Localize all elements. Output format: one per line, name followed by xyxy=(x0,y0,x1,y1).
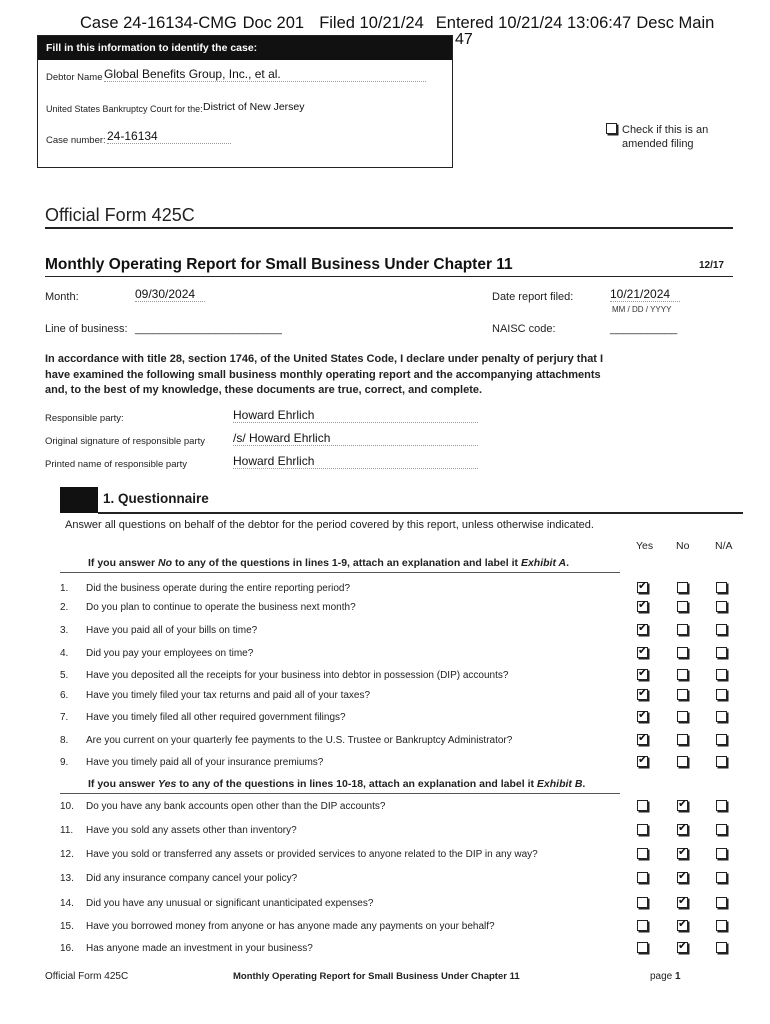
question-text: Do you plan to continue to operate the business next month? xyxy=(86,602,356,613)
checkbox-yes-q7[interactable] xyxy=(637,711,648,722)
subheader-b-em: Yes xyxy=(158,778,177,790)
question-text: Did you have any unusual or significant unanticipated expenses? xyxy=(86,898,374,909)
question-text: Did you pay your employees on time? xyxy=(86,648,254,659)
question-text: Did the business operate during the entire reporting period? xyxy=(86,583,351,594)
printed-name-label: Printed name of responsible party xyxy=(45,459,188,470)
checkbox-yes-q16[interactable] xyxy=(637,942,648,953)
checkbox-na-q7[interactable] xyxy=(716,711,727,722)
subheader-a-exhibit: Exhibit A xyxy=(520,557,567,569)
question-number: 16. xyxy=(60,943,74,954)
line-of-business-value: ________________________ xyxy=(135,323,282,335)
subheader-a-pre: If you answer xyxy=(88,557,159,569)
question-number: 10. xyxy=(60,801,74,812)
question-number: 12. xyxy=(60,849,74,860)
subheader-b-exhibit: Exhibit B xyxy=(536,778,583,790)
line-of-business-label: Line of business: xyxy=(45,323,128,335)
subheader-a-mid: to any of the questions in lines 1-9, attach an explanation and label it xyxy=(172,557,521,569)
signature-label: Original signature of responsible party xyxy=(45,436,206,447)
case-info-box xyxy=(37,35,453,168)
question-number: 14. xyxy=(60,898,74,909)
section-rule xyxy=(98,512,743,514)
checkbox-na-q15[interactable] xyxy=(716,920,727,931)
report-title-rule xyxy=(45,276,733,277)
question-number: 15. xyxy=(60,921,74,932)
form-version: 12/17 xyxy=(698,260,724,271)
checkbox-yes-q15[interactable] xyxy=(637,920,648,931)
question-row xyxy=(60,757,620,768)
responsible-party-value: Howard Ehrlich xyxy=(233,408,478,423)
checkbox-yes-q13[interactable] xyxy=(637,872,648,883)
question-text: Are you current on your quarterly fee payments to the U.S. Trustee or Bankruptcy Administrator? xyxy=(86,735,513,746)
question-number: 8. xyxy=(60,735,69,746)
checkbox-yes-q10[interactable] xyxy=(637,800,648,811)
doc-number: Doc 201 xyxy=(242,14,305,32)
court-value: District of New Jersey xyxy=(203,101,305,113)
month-label: Month: xyxy=(45,291,79,303)
filed-date: Filed 10/21/24 xyxy=(319,14,424,32)
signature-value: /s/ Howard Ehrlich xyxy=(233,431,478,446)
date-filed-value: 10/21/2024 xyxy=(610,287,680,302)
amended-filing-label xyxy=(622,123,708,151)
footer-form-name: Official Form 425C xyxy=(45,971,129,982)
footer-page-number: 1 xyxy=(675,971,681,982)
question-text: Has anyone made an investment in your business? xyxy=(86,943,313,954)
checkbox-na-q6[interactable] xyxy=(716,689,727,700)
question-number: 1. xyxy=(60,583,69,594)
entered-date: Entered 10/21/24 13:06:47 xyxy=(435,14,632,32)
question-row xyxy=(60,873,620,884)
footer-page xyxy=(650,971,681,982)
footer-title: Monthly Operating Report for Small Business Under Chapter 11 xyxy=(233,971,520,982)
form-name: Official Form 425C xyxy=(45,205,195,225)
case-number-label: Case number: xyxy=(46,135,106,146)
checkbox-na-q3[interactable] xyxy=(716,624,727,635)
checkbox-yes-q5[interactable] xyxy=(637,669,648,680)
amended-label-line2: amended filing xyxy=(622,138,694,150)
question-text: Have you timely filed all other required government filings? xyxy=(86,712,346,723)
filing-header-page: 47 xyxy=(455,31,473,48)
case-number-value: 24-16134 xyxy=(107,129,231,144)
question-row xyxy=(60,648,620,659)
question-text: Have you deposited all the receipts for your business into debtor in possession (DIP) accounts? xyxy=(86,670,509,681)
question-row xyxy=(60,898,620,909)
checkbox-yes-q1[interactable] xyxy=(637,582,648,593)
amended-filing-checkbox[interactable] xyxy=(606,123,617,134)
checkbox-no-q11[interactable] xyxy=(677,824,688,835)
checkbox-no-q1[interactable] xyxy=(677,582,688,593)
question-row xyxy=(60,602,620,613)
checkbox-na-q9[interactable] xyxy=(716,756,727,767)
checkbox-no-q4[interactable] xyxy=(677,647,688,658)
question-row xyxy=(60,690,620,701)
question-number: 3. xyxy=(60,625,69,636)
checkbox-yes-q4[interactable] xyxy=(637,647,648,658)
question-text: Have you paid all of your bills on time? xyxy=(86,625,258,636)
checkbox-no-q12[interactable] xyxy=(677,848,688,859)
questionnaire-instruction: Answer all questions on behalf of the debtor for the period covered by this report, unless otherwise indicated. xyxy=(65,519,594,531)
subheader-b-rule xyxy=(60,793,620,794)
printed-name-value: Howard Ehrlich xyxy=(233,454,478,469)
question-number: 4. xyxy=(60,648,69,659)
checkbox-na-q10[interactable] xyxy=(716,800,727,811)
question-row xyxy=(60,849,620,860)
naisc-label: NAISC code: xyxy=(492,323,556,335)
question-number: 5. xyxy=(60,670,69,681)
checkbox-na-q8[interactable] xyxy=(716,734,727,745)
naisc-value: ___________ xyxy=(610,323,678,335)
checkbox-na-q4[interactable] xyxy=(716,647,727,658)
checkbox-no-q3[interactable] xyxy=(677,624,688,635)
question-text: Have you borrowed money from anyone or has anyone made any payments on your behalf? xyxy=(86,921,495,932)
debtor-name-value: Global Benefits Group, Inc., et al. xyxy=(104,67,426,82)
question-text: Have you timely paid all of your insurance premiums? xyxy=(86,757,324,768)
subheader-b-pre: If you answer xyxy=(88,778,159,790)
checkbox-no-q15[interactable] xyxy=(677,920,688,931)
question-row xyxy=(60,583,620,594)
question-row xyxy=(60,825,620,836)
checkbox-yes-q14[interactable] xyxy=(637,897,648,908)
checkbox-no-q6[interactable] xyxy=(677,689,688,700)
checkbox-na-q11[interactable] xyxy=(716,824,727,835)
question-row xyxy=(60,735,620,746)
checkbox-na-q12[interactable] xyxy=(716,848,727,859)
desc: Desc Main xyxy=(636,14,715,32)
question-row xyxy=(60,801,620,812)
checkbox-no-q14[interactable] xyxy=(677,897,688,908)
checkbox-yes-q2[interactable] xyxy=(637,601,648,612)
checkbox-yes-q8[interactable] xyxy=(637,734,648,745)
question-number: 6. xyxy=(60,690,69,701)
checkbox-no-q7[interactable] xyxy=(677,711,688,722)
question-text: Have you timely filed your tax returns and paid all of your taxes? xyxy=(86,690,371,701)
checkbox-yes-q9[interactable] xyxy=(637,756,648,767)
question-text: Do you have any bank accounts open other than the DIP accounts? xyxy=(86,801,386,812)
question-row xyxy=(60,712,620,723)
subheader-exhibit-a xyxy=(88,557,569,569)
questionnaire-title: 1. Questionnaire xyxy=(103,491,209,506)
question-number: 9. xyxy=(60,757,69,768)
month-value: 09/30/2024 xyxy=(135,287,205,302)
subheader-a-em: No xyxy=(158,557,173,569)
subheader-exhibit-b xyxy=(88,778,585,790)
question-number: 2. xyxy=(60,602,69,613)
checkbox-na-q1[interactable] xyxy=(716,582,727,593)
checkbox-na-q13[interactable] xyxy=(716,872,727,883)
checkbox-no-q16[interactable] xyxy=(677,942,688,953)
checkbox-no-q13[interactable] xyxy=(677,872,688,883)
checkbox-yes-q6[interactable] xyxy=(637,689,648,700)
form-title-rule xyxy=(45,227,733,229)
column-no: No xyxy=(676,540,690,552)
checkbox-yes-q11[interactable] xyxy=(637,824,648,835)
checkbox-yes-q3[interactable] xyxy=(637,624,648,635)
subheader-b-mid: to any of the questions in lines 10-18, attach an explanation and label it xyxy=(176,778,537,790)
court-label: United States Bankruptcy Court for the: xyxy=(46,104,203,114)
date-filed-label: Date report filed: xyxy=(492,291,574,303)
footer-page-label: page xyxy=(650,971,673,982)
question-row xyxy=(60,670,620,681)
case-info-banner: Fill in this information to identify the case: xyxy=(38,36,452,60)
declaration-text: In accordance with title 28, section 1746, of the United States Code, I declare under penalty of perjury that I have examined the following small business monthly operating report and the accompanying attachments and, to the best of my knowledge, these documents are true, correct, and complete. xyxy=(45,353,604,396)
checkbox-no-q5[interactable] xyxy=(677,669,688,680)
question-text: Have you sold any assets other than inventory? xyxy=(86,825,297,836)
case-id: Case 24-16134-CMG xyxy=(80,14,237,32)
question-text: Did any insurance company cancel your policy? xyxy=(86,873,298,884)
checkbox-na-q14[interactable] xyxy=(716,897,727,908)
checkbox-no-q9[interactable] xyxy=(677,756,688,767)
question-number: 11. xyxy=(60,825,74,836)
checkbox-no-q8[interactable] xyxy=(677,734,688,745)
subheader-a-rule xyxy=(60,572,620,573)
amended-label-line1: Check if this is an xyxy=(622,124,709,136)
question-number: 7. xyxy=(60,712,69,723)
checkbox-yes-q12[interactable] xyxy=(637,848,648,859)
column-na: N/A xyxy=(715,540,733,552)
question-row xyxy=(60,625,620,636)
checkbox-na-q5[interactable] xyxy=(716,669,727,680)
subheader-a-end: . xyxy=(566,557,569,569)
checkbox-no-q2[interactable] xyxy=(677,601,688,612)
question-number: 13. xyxy=(60,873,74,884)
column-yes: Yes xyxy=(636,540,654,552)
checkbox-no-q10[interactable] xyxy=(677,800,688,811)
checkbox-na-q2[interactable] xyxy=(716,601,727,612)
date-format-hint: MM / DD / YYYY xyxy=(612,305,672,314)
report-title: Monthly Operating Report for Small Business Under Chapter 11 xyxy=(45,256,513,273)
subheader-b-end: . xyxy=(582,778,586,790)
question-text: Have you sold or transferred any assets or provided services to anyone related to the DIP in any way? xyxy=(86,849,538,860)
checkbox-na-q16[interactable] xyxy=(716,942,727,953)
question-row xyxy=(60,943,620,954)
section-marker xyxy=(60,487,98,513)
debtor-name-label: Debtor Name xyxy=(46,72,103,83)
question-row xyxy=(60,921,620,932)
responsible-party-label: Responsible party: xyxy=(45,413,124,424)
filing-header xyxy=(80,14,714,33)
